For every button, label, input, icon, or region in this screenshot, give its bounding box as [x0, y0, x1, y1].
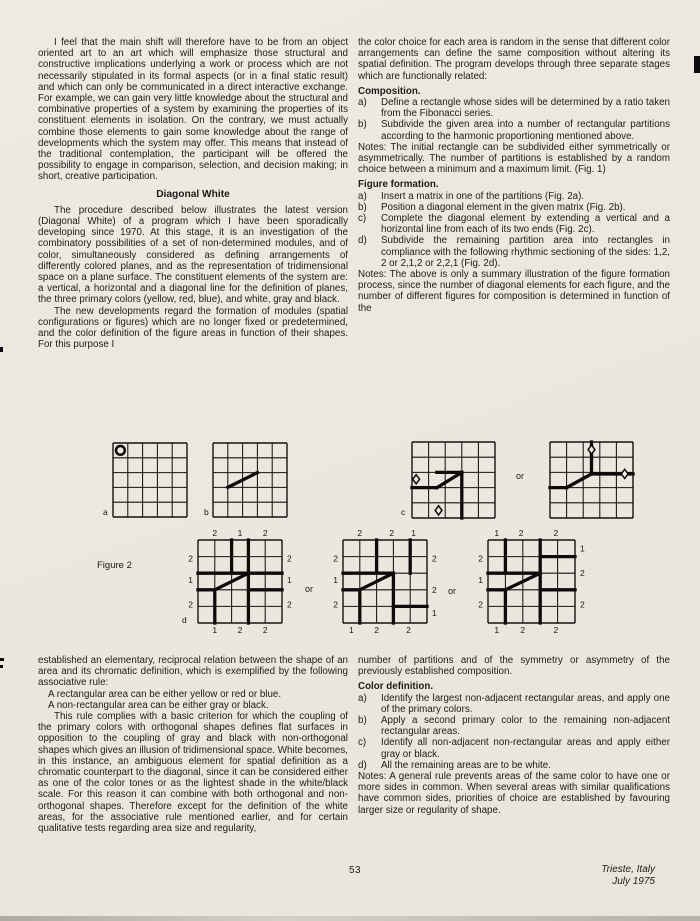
or-connector-label: or — [448, 586, 457, 596]
section-number: 2 — [287, 599, 292, 610]
section-number: 2 — [333, 553, 338, 564]
list-item — [358, 97, 670, 119]
list-marker: c) — [358, 213, 367, 225]
fig2d2-grid — [329, 526, 441, 637]
list-item-text: Complete the diagonal element by extending a vertical and a horizontal line from each of its two ends (Fig. 2c). — [381, 213, 670, 236]
notes-paragraph: Notes: The initial rectangle can be subdivided either symmetrically or asymmetrically. The number of partitions is established by a random choice between a minimum and a maximum limit. (Fig. 1) — [358, 141, 670, 176]
paragraph: established an elementary, reciprocal relation between the shape of an area and its chromatic definition, which is exemplified by the following associative rule: — [38, 655, 348, 689]
section-number: 2 — [357, 528, 363, 538]
section-heading-diagonal-white: Diagonal White — [156, 188, 230, 200]
list-item-text: Define a rectangle whose sides will be determined by a ratio taken from the Fibonacci series. — [381, 97, 670, 120]
section-number: 2 — [212, 528, 218, 538]
list-item-text: All the remaining areas are to be white. — [381, 759, 551, 771]
scan-smudge — [0, 916, 700, 921]
subheading-color-definition: Color definition. — [358, 681, 434, 693]
section-number: 1 — [188, 574, 193, 585]
section-number: 2 — [188, 599, 193, 610]
section-number: 2 — [520, 625, 526, 635]
paragraph: the color choice for each area is random in the sense that different color arrangements can define the same composition without altering its spatial definition. The program develops through three separate stages which are functionally related: — [358, 37, 670, 82]
section-number: 2 — [478, 599, 483, 610]
notes-paragraph: Notes: The above is only a summary illustration of the figure formation process, since the number of diagonal elements for each figure, and the number of different figures for composition is determined in function of the — [358, 269, 670, 314]
list-item — [358, 693, 670, 715]
list-item — [358, 119, 670, 141]
section-number: 1 — [494, 625, 500, 635]
section-number: 2 — [389, 528, 395, 538]
list-marker: b) — [358, 119, 367, 131]
paragraph: The procedure described below illustrates the latest version (Diagonal White) of a program which I have been sporadically developing since 1970. At this stage, it is an investigation of the combinatory possibilities of a set of non-determined modules, and of color, simultaneously considered as defining arrangements of differently colored planes, and as the representation of tridimensional space on a plane surface. The constituent elements of the system are: a vertical, a horizontal and a diagonal line for the definition of planes, the three primary colors (yellow, red, blue), and white, gray and black. — [38, 204, 348, 306]
panel-letter-label: a — [103, 507, 108, 517]
list-item-text: Insert a matrix in one of the partitions (Fig. 2a). — [381, 190, 585, 202]
section-number: 1 — [478, 574, 483, 585]
section-number: 2 — [478, 553, 483, 564]
scan-mark — [0, 347, 3, 352]
list-item-text: Subdivide the given area into a number of rectangular partitions according to the harmonic proportioning mentioned above. — [381, 119, 670, 142]
page-number: 53 — [349, 865, 362, 876]
section-number: 2 — [287, 553, 292, 564]
list-marker: a) — [358, 97, 367, 109]
list-item — [358, 202, 670, 213]
fig2c-alt-grid — [547, 439, 636, 521]
signature-place: Trieste, Italy — [601, 864, 655, 875]
list-item — [358, 715, 670, 737]
subheading-figure-formation: Figure formation. — [358, 179, 439, 191]
right-column-top — [358, 37, 670, 314]
section-number: 2 — [580, 568, 585, 579]
list-marker: b) — [358, 201, 367, 213]
list-item — [358, 760, 670, 771]
list-marker: b) — [358, 715, 367, 727]
paragraph: I feel that the main shift will therefore have to be from an object oriented art to an art which will emphasize those structural and constructive implications underlying a work or process which are not necessarily stipulated in its formal aspects (or in a final static result) and which can only be communicated in a direct interactive exchange. For example, we can gain very little knowledge about the structural and combinative properties of a system by examining the properties of its constituent elements in isolation. On the contrary, we must actually combine those elements to gain some knowledge about the range of developments which the system may offer. This means that instead of the traditional contemplation, the participant will be offered the possibility to engage in comparison, selection, and decision making; in short, creative participation. — [38, 37, 348, 183]
list-item — [358, 235, 670, 269]
list-item — [358, 213, 670, 235]
notes-paragraph: Notes: A general rule prevents areas of the same color to have one or more sides in common. When several areas with similar qualifications have common sides, priorities of choice are established by favouring larger size or regularity of shape. — [358, 771, 670, 816]
section-number: 1 — [237, 528, 243, 538]
section-number: 1 — [494, 528, 500, 538]
fig2b-grid — [210, 440, 290, 520]
fig2d3-grid — [474, 526, 589, 637]
panel-letter-label: d — [182, 615, 187, 625]
section-number: 2 — [432, 553, 437, 564]
scan-mark — [694, 56, 700, 73]
section-number: 1 — [432, 608, 437, 619]
fig2d1-grid — [184, 526, 296, 637]
section-number: 2 — [518, 528, 524, 538]
section-number: 1 — [333, 574, 338, 585]
subheading-composition: Composition. — [358, 85, 421, 97]
associative-rule-line: A rectangular area can be either yellow or red or blue. — [48, 688, 282, 700]
list-item-text: Identify the largest non-adjacent rectangular areas, and apply one of the primary colors. — [381, 692, 670, 715]
associative-rule-line: A non-rectangular area can be either gray or black. — [48, 699, 269, 711]
scan-mark — [0, 665, 3, 668]
list-marker: d) — [358, 235, 367, 247]
list-marker: c) — [358, 737, 367, 749]
section-number: 2 — [262, 625, 268, 635]
or-connector-label: or — [516, 471, 525, 481]
list-item-text: Apply a second primary color to the remaining non-adjacent rectangular areas. — [381, 715, 670, 738]
section-number: 1 — [349, 625, 354, 635]
list-item-text: Position a diagonal element in the given matrix (Fig. 2b). — [381, 201, 626, 213]
or-connector-label: or — [305, 584, 314, 594]
panel-letter-label: c — [401, 507, 406, 517]
paragraph: This rule complies with a basic criterion for which the coupling of the primary colors with orthogonal shapes defines flat surfaces in opposition to the coupling of gray and black with non-orthogonal shapes which gives an illusion of tridimensional space. White becomes, in this instance, an ambiguous element for spatial definition as a chromatic counterpart to the diagonal, since it can be considered either as one of the color tones or as the lightest shade in the white/black scale. For this reason it can combine with both orthogonal and non-orthogonal shapes. Therefore except for the definition of the white areas, for the associative rule mentioned earlier, and for certain qualitative tests regarding area size and regularity, — [38, 711, 348, 835]
section-number: 2 — [237, 625, 243, 635]
list-item-text: Subdivide the remaining partition area into rectangles in compliance with the following rhythmic sectioning of the sides: 1,2, 2 or 2,1,2 or 2,2,1 (Fig. 2d). — [381, 235, 670, 269]
scan-mark — [0, 658, 4, 661]
list-marker: a) — [358, 190, 367, 202]
list-marker: d) — [358, 759, 367, 771]
fig2c-grid — [409, 439, 498, 521]
section-number: 2 — [406, 625, 411, 635]
section-number: 2 — [553, 528, 559, 538]
fig2a-grid — [110, 440, 190, 520]
left-column-bottom — [38, 655, 348, 834]
section-number: 2 — [553, 625, 559, 635]
section-number: 2 — [374, 625, 379, 635]
section-number: 2 — [580, 599, 585, 610]
section-number: 1 — [580, 543, 585, 554]
right-column-bottom — [358, 655, 670, 816]
section-number: 1 — [411, 528, 416, 538]
section-number: 2 — [262, 528, 268, 538]
list-item — [358, 737, 670, 759]
list-item — [358, 191, 670, 202]
paragraph: The new developments regard the formation of modules (spatial configurations or figures) which are no longer fixed or predetermined, and the color definition of the figure areas in function of their shapes. For this purpose I — [38, 305, 348, 351]
section-number: 2 — [188, 553, 193, 564]
section-number: 1 — [212, 625, 218, 635]
panel-letter-label: b — [204, 507, 209, 517]
section-number: 2 — [333, 599, 338, 610]
section-number: 1 — [287, 574, 292, 585]
signature-date: July 1975 — [612, 875, 655, 887]
list-item-text: Identify all non-adjacent non-rectangular areas and apply either gray or black. — [381, 737, 670, 760]
paragraph: number of partitions and of the symmetry or asymmetry of the previously established composition. — [358, 655, 670, 678]
list-marker: a) — [358, 692, 367, 704]
figure-caption: Figure 2 — [97, 560, 132, 571]
section-number: 2 — [432, 584, 437, 595]
left-column-top — [38, 37, 348, 350]
signature-block — [470, 864, 655, 887]
